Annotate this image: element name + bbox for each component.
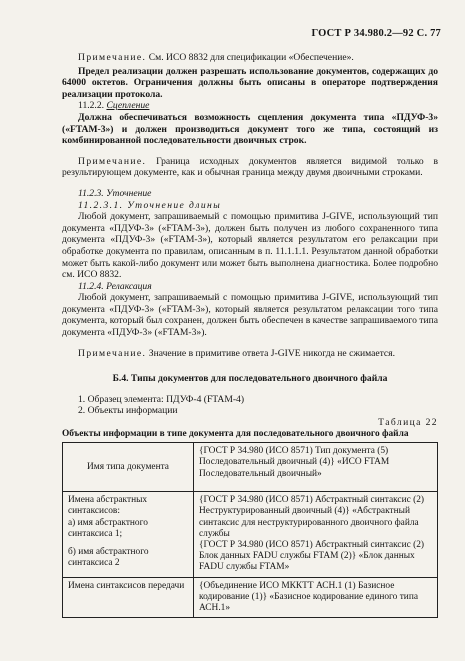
row-2-name-head: Имена абстрактных синтаксисов: (68, 495, 148, 517)
list-item-1: 1. Образец элемента: ПДУФ-4 (FTAM-4) (78, 393, 245, 405)
note-1-label: Примечание. (78, 52, 147, 63)
note-1-text: См. ИСО 8832 для спецификации «Обеспечение». (148, 52, 354, 63)
list-item-2: 2. Объекты информации (78, 405, 178, 417)
section-11-2-3-1-heading: 11.2.3.1. Уточнение длины (78, 199, 222, 211)
row-1-value: {ГОСТ Р 34.980 (ИСО 8571) Тип документа (5) Последовательный двоичный (4)} «ИСО FTAM Последовательный двоичный» (194, 443, 438, 492)
row-2-value (194, 492, 438, 577)
note-2-text: Граница исходных документов является видимой только в результирующем документе, как и обычная граница между двумя двоичными строками. (62, 155, 438, 179)
table-row (63, 443, 438, 492)
section-11-2-2-number: 11.2.2. (78, 100, 105, 112)
section-b4-heading: Б.4. Типы документов для последовательного двоичного файла (112, 373, 388, 385)
section-11-2-3-heading: 11.2.3. Уточнение (78, 187, 152, 199)
implementation-paragraph: Предел реализации должен разрешать использование документов, содержащих до 64000 октетов. Ограничения должны быть описаны в операторе подтверждения реализации протокола. (62, 65, 438, 100)
concatenation-paragraph: Должна обеспечиваться возможность сцепления документа типа «ПДУФ-3» («FTAM-3») и должен производиться документ того же типа, состоящий из комбинированной последовательности двоичных строк. (62, 111, 438, 147)
row-2-value-b: {ГОСТ Р 34.980 (ИСО 8571) Абстрактный синтаксис (2) Блок данных FADU службы FTAM (2)} «Блок данных FADU службы FTAM» (199, 540, 425, 573)
table-row (63, 492, 438, 577)
section-11-2-4-heading: 11.2.4. Релаксация (78, 280, 152, 292)
row-2-name (63, 492, 194, 577)
length-paragraph: Любой документ, запрашиваемый с помощью примитива J-GIVE, использующий тип документа «ПДУФ-3» («FTAM-3»), должен быть получен из любого сохраненного типа документа «ПДУФ-3» («FTAM-3»), который является результатом его релаксации при обработке документа по правилам, описанным в п. 11.1.1.1. Результатом данной обработки может быть какой-либо документ или может быть выполнена диагностика. Более подробно см. ИСО 8832. (62, 211, 438, 281)
info-objects-table (62, 442, 438, 618)
note-2 (62, 156, 438, 179)
table-label: Таблица 22 (378, 417, 438, 429)
row-1-name: Имя типа документа (63, 443, 194, 492)
note-1 (62, 52, 438, 64)
note-3 (62, 348, 438, 360)
note-2-label: Примечание. (78, 155, 147, 167)
table-row (63, 577, 438, 618)
section-11-2-2-title: Сцепление (106, 100, 150, 112)
row-2-name-b: б) имя абстрактного синтаксиса 2 (68, 547, 149, 569)
row-2-value-a: {ГОСТ Р 34.980 (ИСО 8571) Абстрактный синтаксис (2) Неструктурированный двоичный (4)} «Абстрактный синтаксис для неструктурированного двоичного файла службы (199, 495, 425, 539)
note-3-text: Значение в примитиве ответа J-GIVE никогда не сжимается. (148, 347, 395, 359)
row-3-value: {Объединение ИСО МККТТ АСН.1 (1) Базисное кодирование (1)} «Базисное кодирование единого типа АСН.1» (194, 577, 438, 618)
relaxation-paragraph: Любой документ, запрашиваемый с помощью примитива J-GIVE, использующий тип документа «ПДУФ-3» («FTAM-3»), который является результатом релаксации того типа документа, который был сохранен, должен быть обеспечен в качестве запрашиваемого типа документа «ПДУФ-3» («FTAM-3»). (62, 292, 438, 339)
row-3-name: Имена синтаксисов передачи (63, 577, 194, 618)
row-2-name-a: а) имя абстрактного синтаксиса 1; (68, 517, 148, 539)
table-title: Объекты информации в типе документа для последовательного двоичного файла (62, 428, 409, 439)
section-11-2-2-heading (62, 100, 438, 112)
note-3-label: Примечание. (78, 347, 147, 359)
page-header: ГОСТ Р 34.980.2—92 С. 77 (311, 28, 441, 39)
page-content (62, 52, 438, 618)
